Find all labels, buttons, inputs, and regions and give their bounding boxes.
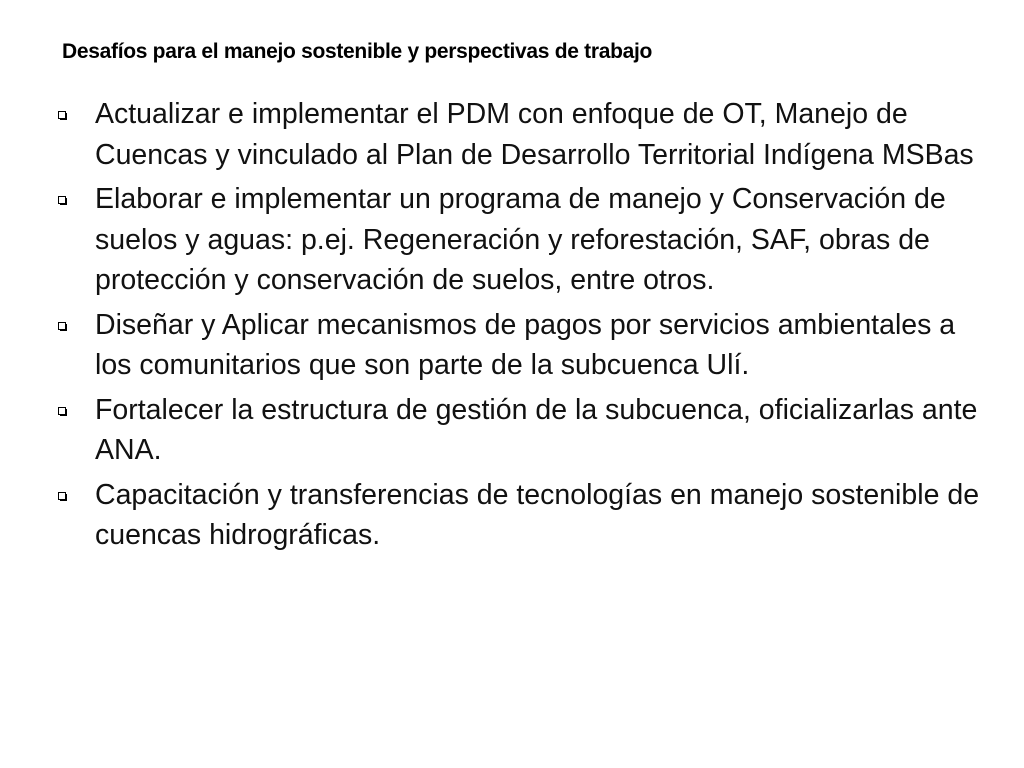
bullet-text: Capacitación y transferencias de tecnologías en manejo sostenible de cuencas hidrográficas. [95,478,980,551]
slide-title: Desafíos para el manejo sostenible y perspectivas de trabajo [62,40,653,63]
bullet-text: Elaborar e implementar un programa de manejo y Conservación de suelos y aguas: p.ej. Regeneración y reforestación, SAF, obras de protección y conservación de suelos, entre otros. [95,183,946,296]
square-bullet-icon [58,407,67,416]
bullet-item [52,390,992,471]
bullet-text: Actualizar e implementar el PDM con enfoque de OT, Manejo de Cuencas y vinculado al Plan de Desarrollo Territorial Indígena MSBas [95,98,974,171]
bullet-text: Fortalecer la estructura de gestión de la subcuenca, oficializarlas ante ANA. [95,393,978,466]
bullet-item [52,475,992,556]
bullet-text: Diseñar y Aplicar mecanismos de pagos por servicios ambientales a los comunitarios que son parte de la subcuenca Ulí. [95,308,956,381]
square-bullet-icon [58,492,67,501]
bullet-item [52,179,992,301]
bullet-list [52,94,992,560]
square-bullet-icon [58,111,67,120]
square-bullet-icon [58,196,67,205]
square-bullet-icon [58,322,67,331]
bullet-item [52,305,992,386]
bullet-item [52,94,992,175]
